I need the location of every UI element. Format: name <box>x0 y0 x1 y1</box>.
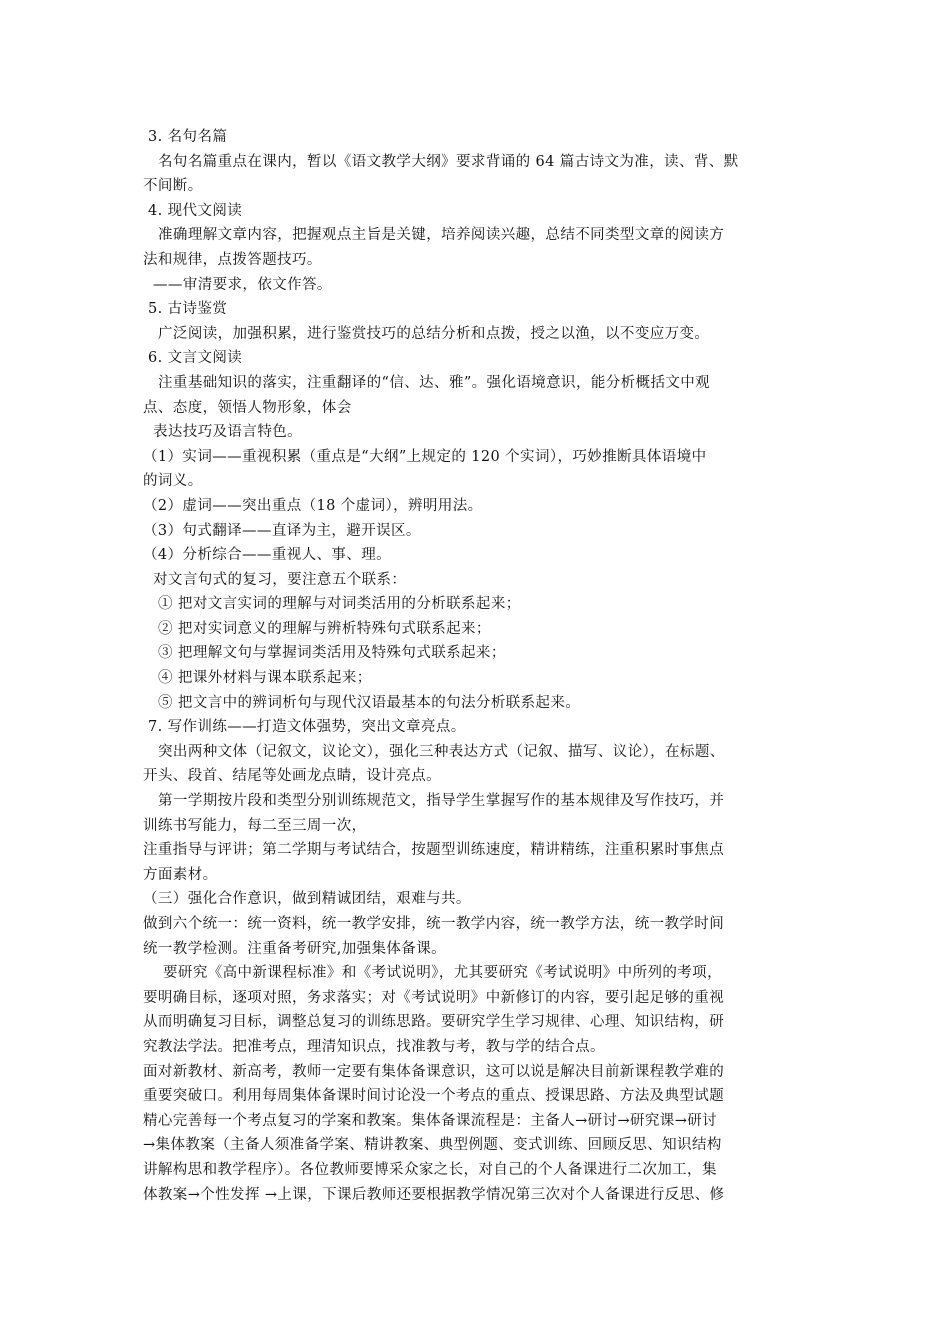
paragraph-line: 做到六个统一：统一资料，统一教学安排，统一教学内容，统一教学方法，统一教学时间 <box>143 916 725 932</box>
paragraph-line: 训练书写能力，每二至三周一次， <box>143 817 367 834</box>
paragraph-line: 体教案→个性发挥 →上课，下课后教师还要根据教学情况第三次对个人备课进行反思、修 <box>143 1186 725 1203</box>
numbered-list-item: ⑤ 把文言中的辨词析句与现代汉语最基本的句法分析联系起来。 <box>143 694 581 711</box>
paragraph-line: 表达技巧及语言特色。 <box>143 424 303 441</box>
section-heading-7: 7. 写作训练——打造文体强势，突出文章亮点。 <box>143 719 466 736</box>
paragraph-line: →集体教案（主备人须准备学案、精讲教案、典型例题、变式训练、回顾反思、知识结构 <box>143 1137 722 1154</box>
paragraph-line: 究教法学法。把准考点，理清知识点，找准教与考，教与学的结合点。 <box>143 1038 605 1055</box>
list-item: （4）分析综合——重视人、事、理。 <box>143 547 392 564</box>
paragraph-line: 讲解构思和教学程序）。各位教师要博采众家之长，对自己的个人备课进行二次加工，集 <box>143 1161 717 1178</box>
paragraph-line: 要研究《高中新课程标准》和《考试说明》，尤其要研究《考试说明》中所列的考项， <box>143 965 722 982</box>
document-body <box>143 125 818 1207</box>
numbered-list-item: ① 把对文言实词的理解与对词类活用的分析联系起来； <box>143 596 521 613</box>
paragraph-line: 开头、段首、结尾等处画龙点睛，设计亮点。 <box>143 768 441 785</box>
paragraph-line: 注重指导与评讲；第二学期与考试结合，按题型训练速度，精讲精练，注重积累时事焦点 <box>143 842 725 859</box>
section-heading-3: 3. 名句名篇 <box>143 129 228 145</box>
section-heading-4: 4. 现代文阅读 <box>143 202 243 219</box>
paragraph-line: 从而明确复习目标，调整总复习的训练思路。要研究学生学习规律、心理、知识结构，研 <box>143 1014 725 1031</box>
numbered-list-item: ④ 把课外材料与课本联系起来； <box>143 670 372 687</box>
paragraph-line: 面对新教材、新高考，教师一定要有集体备课意识，这可以说是解决目前新课程教学难的 <box>143 1063 725 1080</box>
numbered-list-item: ③ 把理解文句与掌握词类活用及特殊句式联系起来； <box>143 645 506 662</box>
paragraph-line: 点、态度，领悟人物形象，体会 <box>143 399 352 416</box>
paragraph-line: 精心完善每一个考点复习的学案和教案。集体备课流程是：主备人→研讨→研究课→研讨 <box>143 1112 718 1129</box>
section-heading-5: 5. 古诗鉴赏 <box>143 301 228 318</box>
paragraph-line: 方面素材。 <box>143 866 218 883</box>
paragraph-line: 法和规律，点拨答题技巧。 <box>143 251 322 268</box>
paragraph-line: 要明确目标，逐项对照，务求落实；对《考试说明》中新修订的内容，要引起足够的重视 <box>143 989 725 1006</box>
paragraph-line: 广泛阅读，加强积累，进行鉴赏技巧的总结分析和点拨，授之以渔，以不变应万变。 <box>143 325 710 342</box>
paragraph-line: 第一学期按片段和类型分别训练规范文，指导学生掌握写作的基本规律及写作技巧，并 <box>143 793 725 810</box>
paragraph-line: 突出两种文体（记叙文，议论文），强化三种表达方式（记叙、描写、议论），在标题、 <box>143 743 725 760</box>
list-item: （2）虚词——突出重点（18 个虚词），辨明用法。 <box>143 497 483 514</box>
paragraph-line: 准确理解文章内容，把握观点主旨是关键，培养阅读兴趣，总结不同类型文章的阅读方 <box>143 227 725 244</box>
paragraph-line: 注重基础知识的落实，注重翻译的“信、达、雅”。强化语境意识，能分析概括文中观 <box>143 374 711 391</box>
section-heading-three: （三）强化合作意识，做到精诚团结，艰难与共。 <box>143 891 471 908</box>
list-item: （3）句式翻译——直译为主，避开误区。 <box>143 522 421 539</box>
paragraph-line: 统一教学检测。注重备考研究,加强集体备课。 <box>143 940 447 957</box>
numbered-list-item: ② 把对实词意义的理解与辨析特殊句式联系起来； <box>143 620 491 637</box>
paragraph-line: ——审清要求，依文作答。 <box>143 276 332 293</box>
paragraph-line: 重要突破口。利用每周集体备课时间讨论没一个考点的重点、授课思路、方法及典型试题 <box>143 1088 725 1105</box>
paragraph-line: 名句名篇重点在课内，暂以《语文教学大纲》要求背诵的 64 篇古诗文为准，读、背、默 <box>143 153 739 170</box>
list-item: （1）实词——重视积累（重点是“大纲”上规定的 120 个实词），巧妙推断具体语境中 <box>143 448 707 465</box>
section-heading-6: 6. 文言文阅读 <box>143 350 243 367</box>
paragraph-line: 不间断。 <box>143 178 203 195</box>
paragraph-line: 的词义。 <box>143 473 203 490</box>
paragraph-line: 对文言句式的复习，要注意五个联系： <box>143 571 407 588</box>
